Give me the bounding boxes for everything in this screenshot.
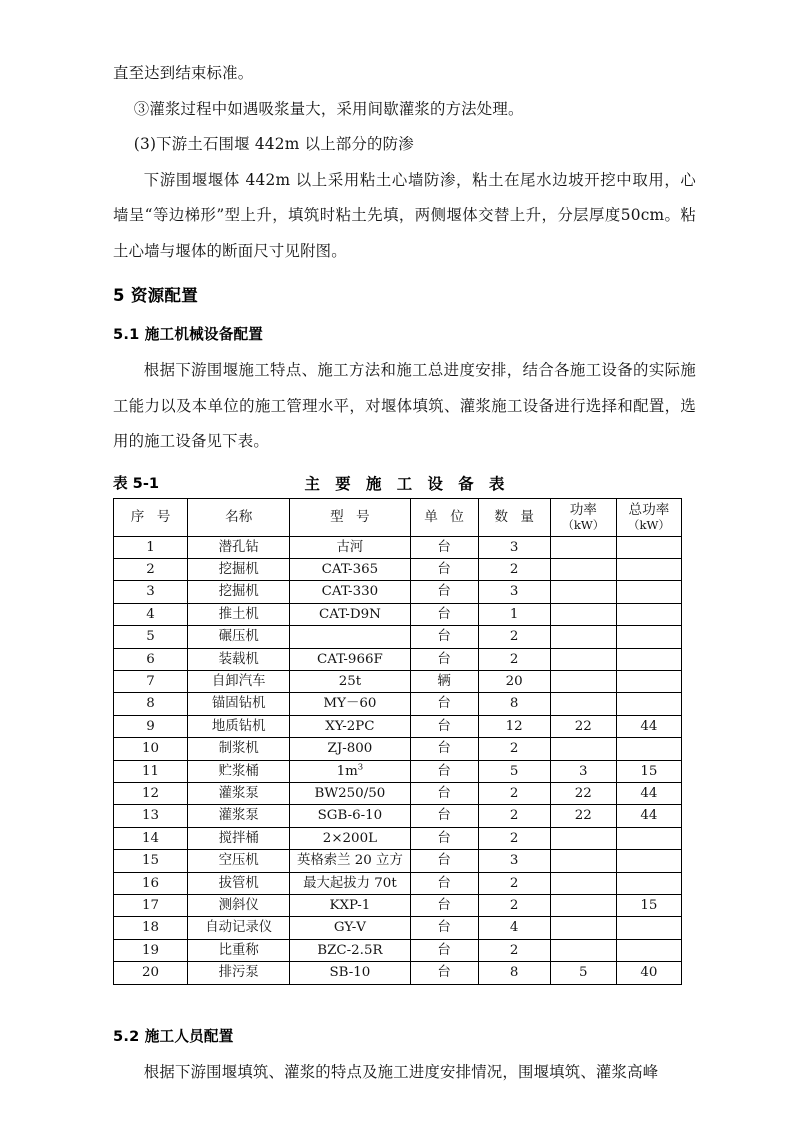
cell-index: 17 [114,895,188,917]
cell-model: CAT-966F [290,648,410,670]
cell-unit: 台 [410,805,478,827]
cell-quantity: 4 [478,917,550,939]
cell-model [290,626,410,648]
cell-total-power [616,536,681,558]
cell-total-power: 15 [616,895,681,917]
cell-name: 挖掘机 [188,581,290,603]
cell-model: XY-2PC [290,715,410,737]
cell-unit: 台 [410,850,478,872]
cell-name: 排污泵 [188,962,290,984]
cell-total-power: 15 [616,760,681,782]
cell-total-power [616,558,681,580]
cell-total-power [616,939,681,961]
cell-quantity: 1 [478,603,550,625]
cell-name: 装载机 [188,648,290,670]
table-row [114,827,682,849]
cell-model: KXP-1 [290,895,410,917]
cell-quantity: 2 [478,648,550,670]
cell-unit: 台 [410,536,478,558]
cell-unit: 台 [410,581,478,603]
equipment-table-body [114,536,682,984]
cell-unit: 台 [410,603,478,625]
cell-model: CAT-365 [290,558,410,580]
cell-unit: 台 [410,917,478,939]
cell-model: MY－60 [290,693,410,715]
header-total-power: 总功率 （kW） [616,498,681,536]
cell-quantity: 3 [478,850,550,872]
table-row [114,850,682,872]
heading-section-5: 5 资源配置 [113,286,199,305]
header-index: 序 号 [114,498,188,536]
cell-name: 灌浆泵 [188,782,290,804]
cell-quantity: 8 [478,693,550,715]
cell-index: 6 [114,648,188,670]
cell-unit: 辆 [410,670,478,692]
cell-power [550,626,616,648]
table-caption-label: 表 5-1 [113,474,160,492]
cell-index: 20 [114,962,188,984]
cell-index: 15 [114,850,188,872]
table-row [114,939,682,961]
cell-total-power [616,670,681,692]
cell-name: 空压机 [188,850,290,872]
cell-name: 测斜仪 [188,895,290,917]
cell-name: 锚固钻机 [188,693,290,715]
cell-unit: 台 [410,715,478,737]
cell-index: 11 [114,760,188,782]
header-power: 功率 （kW） [550,498,616,536]
cell-index: 10 [114,738,188,760]
cell-unit: 台 [410,558,478,580]
cell-unit: 台 [410,760,478,782]
table-row [114,626,682,648]
cell-model: SB-10 [290,962,410,984]
cell-name: 碾压机 [188,626,290,648]
cell-model: SGB-6-10 [290,805,410,827]
cell-total-power [616,872,681,894]
cell-quantity: 8 [478,962,550,984]
header-name: 名称 [188,498,290,536]
cell-power [550,738,616,760]
cell-unit: 台 [410,693,478,715]
cell-power [550,895,616,917]
cell-quantity: 5 [478,760,550,782]
cell-model: CAT-330 [290,581,410,603]
cell-index: 16 [114,872,188,894]
cell-name: 搅拌桶 [188,827,290,849]
cell-name: 拔管机 [188,872,290,894]
table-row [114,782,682,804]
table-row [114,693,682,715]
paragraph-intro-1: 直至达到结束标准。 [113,64,254,82]
cell-quantity: 2 [478,558,550,580]
table-row [114,670,682,692]
table-caption-title: 主 要 施 工 设 备 表 [304,474,510,493]
table-row [114,536,682,558]
table-row [114,872,682,894]
cell-model: $1m^3$ [290,760,410,782]
cell-power [550,670,616,692]
cell-unit: 台 [410,626,478,648]
cell-total-power [616,850,681,872]
cell-index: 13 [114,805,188,827]
cell-unit: 台 [410,648,478,670]
cell-name: 推土机 [188,603,290,625]
table-header-row [114,498,682,536]
cell-quantity: 2 [478,782,550,804]
heading-section-5-2: 5.2 施工人员配置 [113,1027,234,1045]
cell-name: 制浆机 [188,738,290,760]
cell-power [550,827,616,849]
cell-total-power: 44 [616,805,681,827]
cell-name: 挖掘机 [188,558,290,580]
cell-quantity: 12 [478,715,550,737]
cell-model: 最大起拔力 70t [290,872,410,894]
cell-total-power [616,917,681,939]
cell-power [550,581,616,603]
table-row [114,603,682,625]
cell-unit: 台 [410,738,478,760]
paragraph-section-5-1: 根据下游围堰施工特点、施工方法和施工总进度安排，结合各施工设备的实际施工能力以及本单位的施工管理水平，对堰体填筑、灌浆施工设备进行选择和配置，选用的施工设备见下表。 [113,361,696,450]
cell-model: 古河 [290,536,410,558]
cell-model: 英格索兰 20 立方 [290,850,410,872]
table-row [114,738,682,760]
table-row [114,715,682,737]
cell-total-power [616,693,681,715]
cell-name: 比重称 [188,939,290,961]
cell-total-power [616,626,681,648]
cell-total-power: 44 [616,782,681,804]
cell-total-power [616,738,681,760]
cell-quantity: 3 [478,536,550,558]
cell-total-power: 44 [616,715,681,737]
cell-total-power [616,603,681,625]
cell-quantity: 2 [478,939,550,961]
cell-power: 22 [550,782,616,804]
paragraph-intro-4: 下游围堰堰体 442m 以上采用粘土心墙防渗，粘土在尾水边坡开挖中取用，心墙呈“等边梯形”型上升，填筑时粘土先填，两侧堰体交替上升，分层厚度50cm。粘土心墙与堰体的断面尺寸见附图。 [113,170,696,260]
cell-power [550,603,616,625]
table-row [114,558,682,580]
cell-index: 1 [114,536,188,558]
equipment-table [113,498,682,985]
table-row [114,805,682,827]
cell-power: 22 [550,805,616,827]
cell-index: 5 [114,626,188,648]
cell-power [550,536,616,558]
cell-model: BZC-2.5R [290,939,410,961]
header-model: 型 号 [290,498,410,536]
cell-index: 12 [114,782,188,804]
cell-quantity: 20 [478,670,550,692]
cell-model: 25t [290,670,410,692]
cell-power [550,872,616,894]
cell-index: 8 [114,693,188,715]
cell-power: 5 [550,962,616,984]
cell-quantity: 2 [478,738,550,760]
cell-model: CAT-D9N [290,603,410,625]
heading-section-5-1: 5.1 施工机械设备配置 [113,326,264,343]
cell-name: 灌浆泵 [188,805,290,827]
cell-index: 3 [114,581,188,603]
cell-quantity: 2 [478,895,550,917]
table-spacer [113,985,696,1015]
cell-model: 2×200L [290,827,410,849]
table-row [114,581,682,603]
cell-model: GY-Ⅴ [290,917,410,939]
table-caption [113,472,696,498]
cell-power: 3 [550,760,616,782]
cell-total-power [616,581,681,603]
cell-index: 7 [114,670,188,692]
cell-name: 贮浆桶 [188,760,290,782]
cell-index: 14 [114,827,188,849]
cell-power [550,648,616,670]
cell-power: 22 [550,715,616,737]
cell-model: ZJ-800 [290,738,410,760]
header-quantity: 数 量 [478,498,550,536]
cell-quantity: 2 [478,827,550,849]
cell-total-power [616,648,681,670]
table-row [114,760,682,782]
cell-total-power [616,827,681,849]
cell-index: 2 [114,558,188,580]
cell-index: 9 [114,715,188,737]
cell-index: 18 [114,917,188,939]
cell-quantity: 3 [478,581,550,603]
cell-power [550,939,616,961]
cell-quantity: 2 [478,626,550,648]
table-row [114,895,682,917]
cell-name: 自动记录仪 [188,917,290,939]
cell-model: BW250/50 [290,782,410,804]
cell-name: 自卸汽车 [188,670,290,692]
cell-quantity: 2 [478,872,550,894]
cell-unit: 台 [410,962,478,984]
cell-name: 潜孔钻 [188,536,290,558]
cell-power [550,917,616,939]
paragraph-intro-2: ③灌浆过程中如遇吸浆量大，采用间歇灌浆的方法处理。 [133,99,524,118]
table-row [114,962,682,984]
cell-unit: 台 [410,872,478,894]
cell-power [550,693,616,715]
cell-name: 地质钻机 [188,715,290,737]
cell-total-power: 40 [616,962,681,984]
cell-power [550,850,616,872]
cell-index: 4 [114,603,188,625]
cell-unit: 台 [410,939,478,961]
cell-power [550,558,616,580]
table-row [114,648,682,670]
header-unit: 单 位 [410,498,478,536]
cell-quantity: 2 [478,805,550,827]
cell-unit: 台 [410,895,478,917]
cell-unit: 台 [410,827,478,849]
table-row [114,917,682,939]
cell-unit: 台 [410,782,478,804]
cell-index: 19 [114,939,188,961]
paragraph-section-5-2: 根据下游围堰填筑、灌浆的特点及施工进度安排情况，围堰填筑、灌浆高峰 [143,1062,659,1081]
paragraph-intro-3: (3)下游土石围堰 442m 以上部分的防渗 [133,135,414,153]
